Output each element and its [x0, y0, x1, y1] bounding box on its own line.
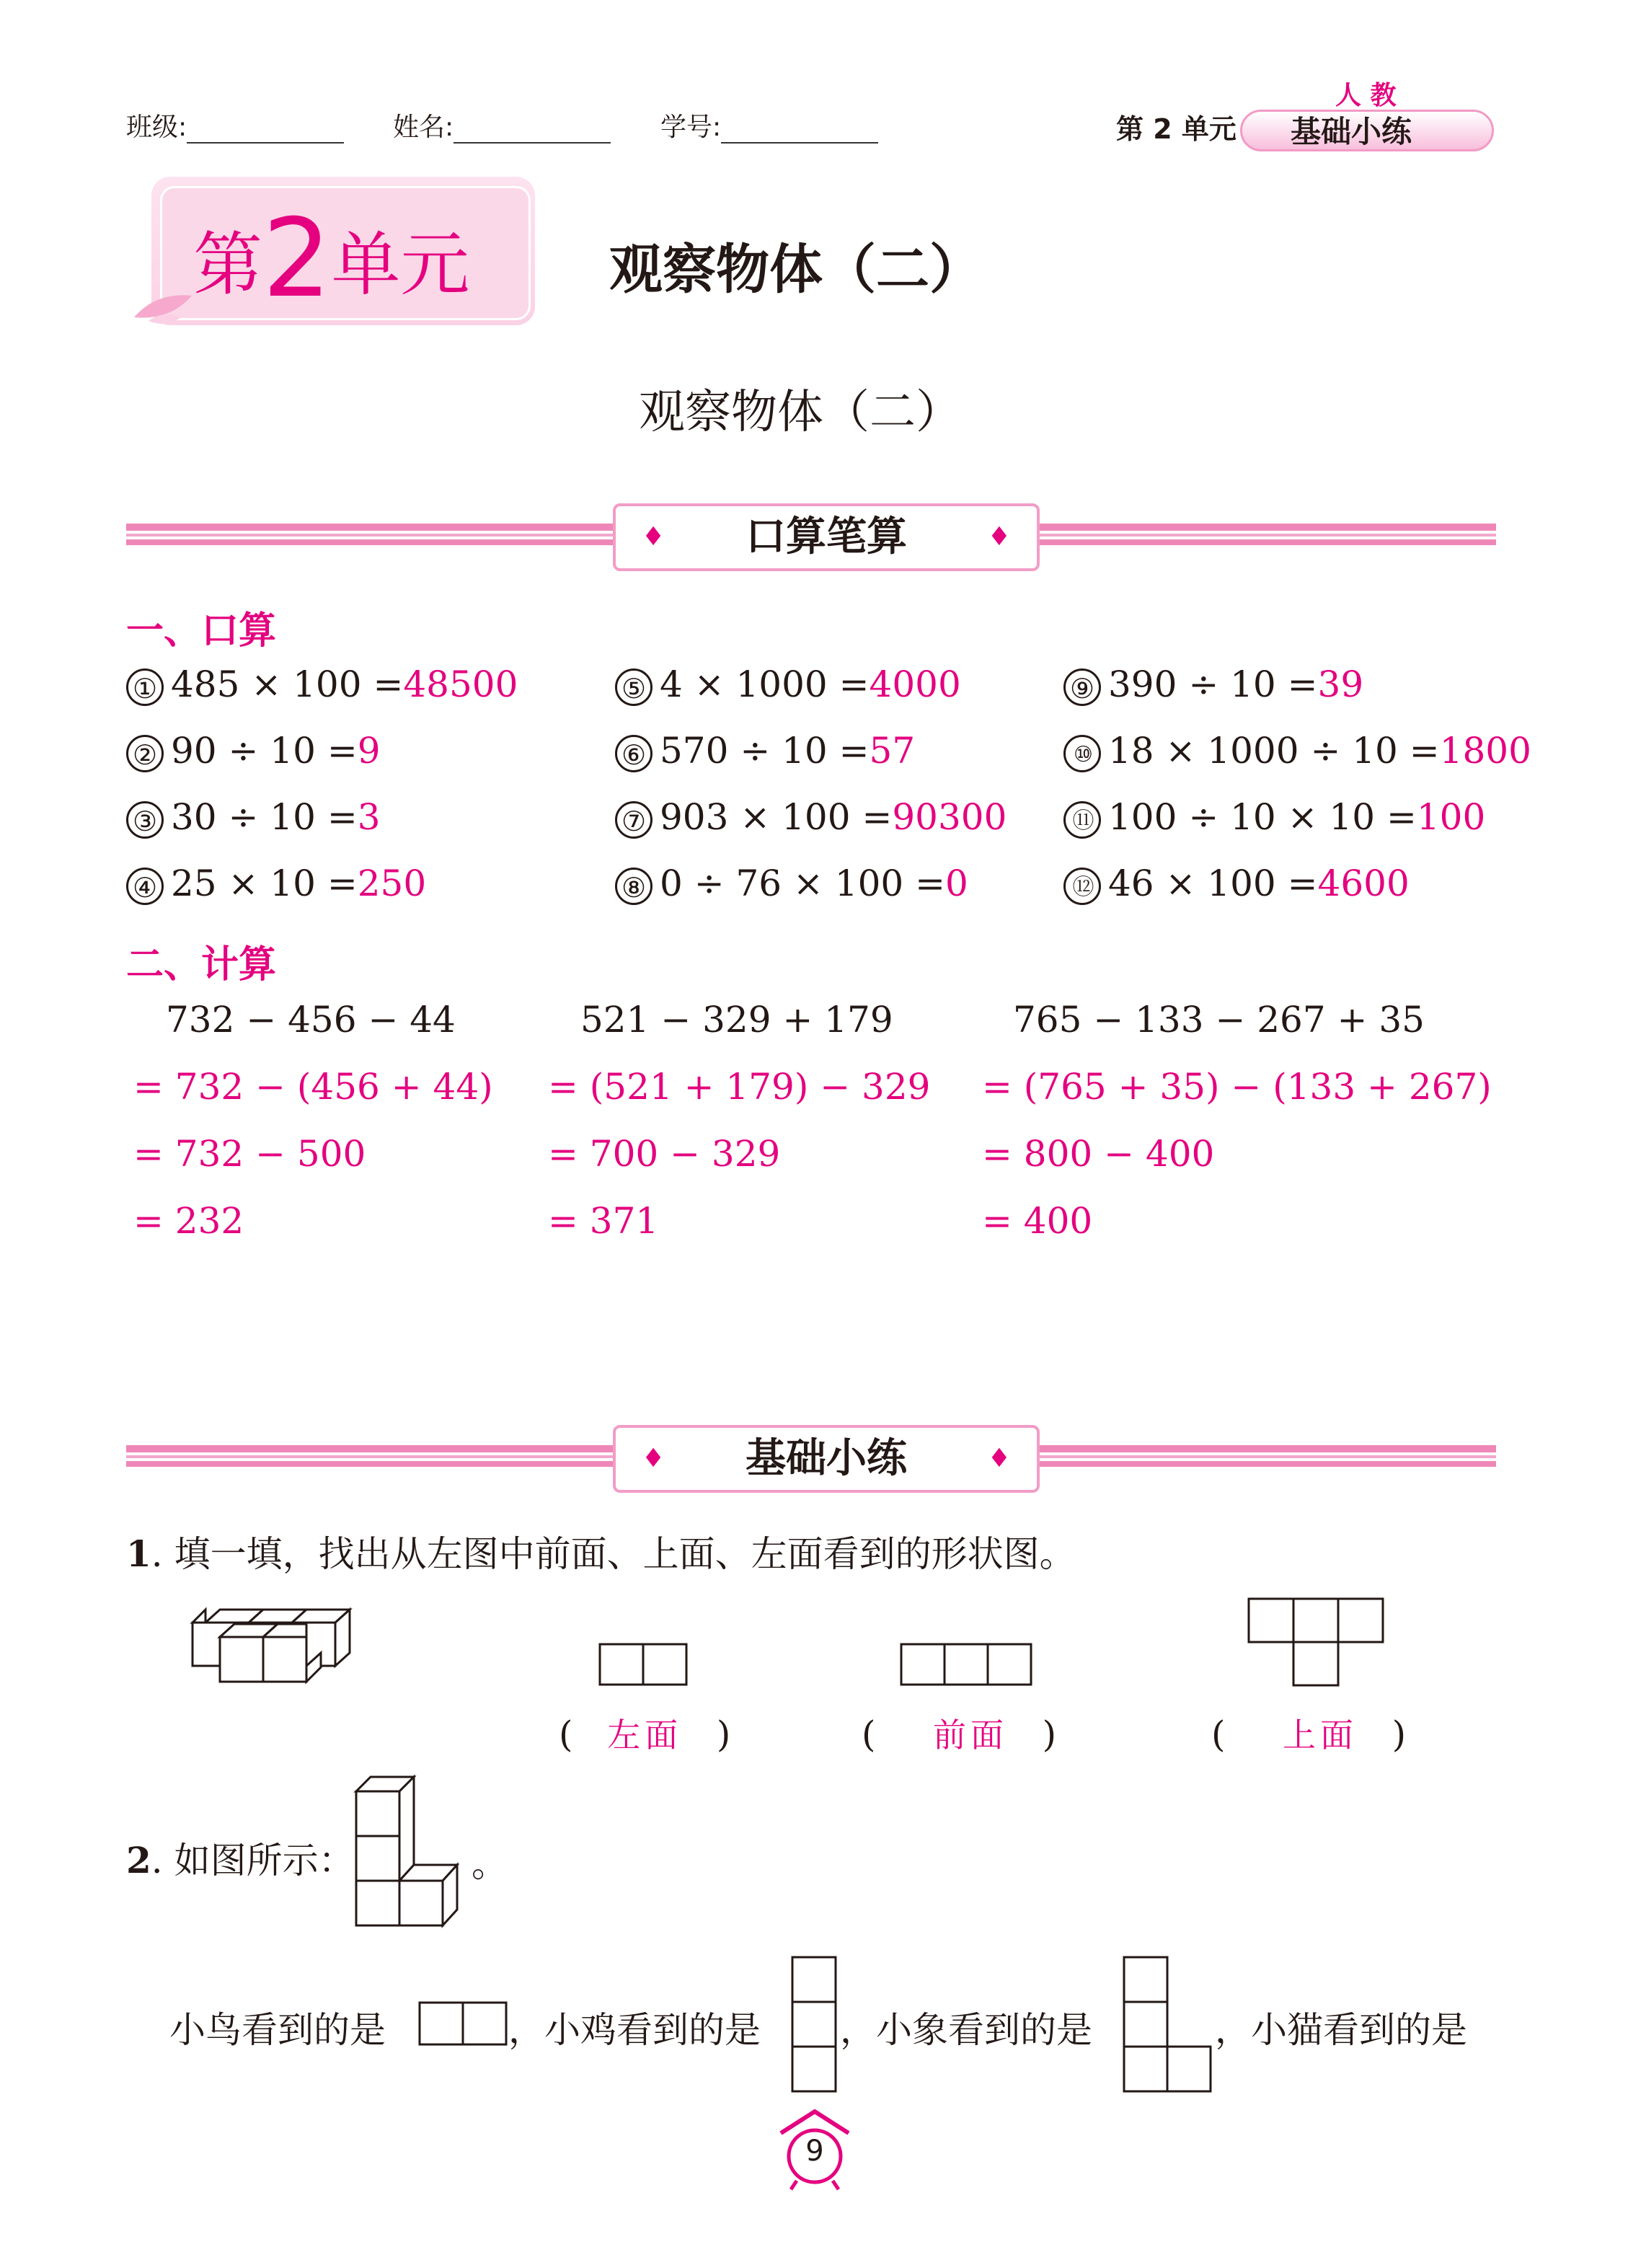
calc-step: = 732 − (456 + 44) — [133, 1066, 493, 1108]
answer-3: 上面 — [1282, 1716, 1358, 1755]
oral-answer[interactable]: 250 — [357, 862, 427, 904]
class-label: 班级: — [126, 112, 187, 142]
section1-banner — [613, 503, 1040, 571]
answer-1: 左面 — [607, 1716, 683, 1755]
calc-heading: 二、计算 — [126, 943, 277, 987]
unit-number: 2 — [262, 196, 332, 322]
oral-question — [615, 796, 1007, 839]
diamond-icon: ♦ — [987, 1444, 1011, 1473]
name-field — [393, 107, 611, 144]
calc-step: = (521 + 179) − 329 — [548, 1066, 931, 1108]
chick-view-label: ，小鸡看到的是 — [508, 2009, 761, 2051]
leaf-icon — [127, 285, 199, 328]
oral-question — [1063, 862, 1410, 905]
question-number-icon: ⑫ — [1063, 868, 1101, 905]
question-1-number: 1 — [126, 1532, 151, 1575]
calc-step: = 800 − 400 — [982, 1133, 1215, 1175]
calc-question: 732 − 456 − 44 — [166, 999, 456, 1041]
oral-answer[interactable]: 9 — [357, 730, 381, 772]
question-number-icon: ② — [126, 735, 164, 772]
calc-step: = 371 — [548, 1200, 659, 1242]
calc-step: = 400 — [982, 1200, 1093, 1242]
oral-question — [615, 663, 961, 706]
answer-blank-2[interactable]: ( 前面 ) — [862, 1713, 1057, 1755]
oral-question — [126, 663, 518, 706]
question-2-number: 2 — [126, 1839, 151, 1881]
oral-answer[interactable]: 90300 — [892, 796, 1007, 838]
series-label: 基础小练 — [1291, 114, 1412, 149]
oral-question — [1063, 663, 1363, 706]
answer-blank-1[interactable]: ( 左面 ) — [559, 1713, 731, 1755]
oral-expression: 25 × 10 = — [171, 862, 358, 904]
answer-2: 前面 — [932, 1716, 1008, 1755]
elephant-view-shape — [1123, 1956, 1213, 2093]
oral-question — [1063, 730, 1531, 772]
calc-question: 521 − 329 + 179 — [580, 999, 893, 1041]
question-number-icon: ④ — [126, 868, 164, 905]
page-title: 观察物体（二） — [609, 239, 983, 301]
oral-expression: 90 ÷ 10 = — [171, 730, 358, 772]
bird-view-shape — [418, 2001, 508, 2047]
l-shape-cube-figure — [353, 1774, 469, 1933]
calc-step: = 732 − 500 — [133, 1133, 366, 1175]
question-number-icon: ⑩ — [1063, 735, 1101, 772]
oral-expression: 903 × 100 = — [660, 796, 893, 838]
calc-question: 765 − 133 − 267 + 35 — [1013, 999, 1425, 1041]
diamond-icon: ♦ — [642, 522, 665, 552]
bird-view-label: 小鸟看到的是 — [169, 2009, 386, 2051]
question-number-icon: ⑨ — [1063, 669, 1101, 706]
page-subtitle: 观察物体（二） — [639, 386, 962, 439]
oral-expression: 46 × 100 = — [1108, 862, 1318, 904]
oral-expression: 485 × 100 = — [171, 663, 404, 705]
oral-answer[interactable]: 4000 — [869, 663, 961, 705]
oral-answer[interactable]: 48500 — [403, 663, 518, 705]
name-blank[interactable] — [454, 118, 611, 144]
calc-step: = (765 + 35) − (133 + 267) — [982, 1066, 1492, 1108]
oral-expression: 100 ÷ 10 × 10 = — [1108, 796, 1417, 838]
question-1-text: . 填一填，找出从左图中前面、上面、左面看到的形状图。 — [151, 1533, 1076, 1575]
oral-answer[interactable]: 3 — [357, 796, 381, 838]
name-label: 姓名: — [393, 112, 454, 142]
oral-question — [126, 862, 426, 905]
question-number-icon: ⑤ — [615, 669, 652, 706]
question-number-icon: ③ — [126, 801, 164, 839]
question-number-icon: ⑪ — [1063, 801, 1101, 839]
oral-question — [1063, 796, 1485, 839]
section2-banner — [613, 1425, 1040, 1493]
unit-prefix: 第 — [193, 224, 262, 305]
question-1 — [126, 1525, 1076, 1577]
oral-question — [615, 730, 915, 772]
question-number-icon: ① — [126, 669, 164, 706]
oral-answer[interactable]: 0 — [945, 862, 968, 904]
diamond-icon: ♦ — [642, 1444, 665, 1473]
id-field — [660, 107, 878, 144]
view-shape-two-squares — [598, 1643, 688, 1686]
diamond-icon: ♦ — [987, 522, 1011, 552]
question-2-text: . 如图所示： — [151, 1840, 355, 1881]
oral-answer[interactable]: 100 — [1416, 796, 1486, 838]
section1-title: 口算笔算 — [746, 513, 907, 560]
oral-expression: 4 × 1000 = — [660, 663, 870, 705]
answer-blank-3[interactable]: ( 上面 ) — [1211, 1713, 1407, 1755]
oral-answer[interactable]: 1800 — [1439, 730, 1531, 772]
chick-view-shape — [791, 1956, 837, 2093]
calc-step: = 700 − 329 — [548, 1133, 781, 1175]
cube-arrangement-figure — [191, 1608, 350, 1695]
publisher-label: 人 教 — [1335, 81, 1397, 110]
question-number-icon: ⑥ — [615, 735, 652, 772]
oral-expression: 18 × 1000 ÷ 10 = — [1108, 730, 1440, 772]
question-number-icon: ⑧ — [615, 868, 652, 905]
question-number-icon: ⑦ — [615, 801, 652, 839]
oral-answer[interactable]: 57 — [869, 730, 916, 772]
page-number: 9 — [805, 2135, 824, 2168]
unit-suffix: 单元 — [331, 224, 470, 305]
view-shape-three-squares — [900, 1643, 1034, 1686]
elephant-view-label: ，小象看到的是 — [840, 2009, 1092, 2051]
calc-step: = 232 — [133, 1200, 244, 1242]
view-shape-t — [1247, 1597, 1384, 1687]
question-2-end: 。 — [472, 1843, 508, 1885]
class-field — [126, 107, 344, 144]
oral-question — [126, 730, 381, 772]
cat-view-label: ，小猫看到的是 — [1215, 2009, 1467, 2051]
oral-question — [615, 862, 968, 905]
oral-question — [126, 796, 381, 839]
id-blank[interactable] — [721, 118, 878, 144]
oral-expression: 570 ÷ 10 = — [660, 730, 870, 772]
id-label: 学号: — [660, 112, 722, 142]
oral-answer[interactable]: 4600 — [1317, 862, 1410, 904]
unit-ref: 第 2 单元 — [1116, 113, 1237, 145]
oral-expression: 0 ÷ 76 × 100 = — [660, 862, 946, 904]
oral-expression: 30 ÷ 10 = — [171, 796, 358, 838]
section2-title: 基础小练 — [746, 1435, 907, 1482]
oral-expression: 390 ÷ 10 = — [1108, 663, 1318, 705]
question-2 — [126, 1832, 355, 1884]
class-blank[interactable] — [187, 118, 344, 144]
oral-heading: 一、口算 — [126, 609, 277, 653]
unit-badge-text — [193, 196, 469, 322]
oral-answer[interactable]: 39 — [1317, 663, 1364, 705]
